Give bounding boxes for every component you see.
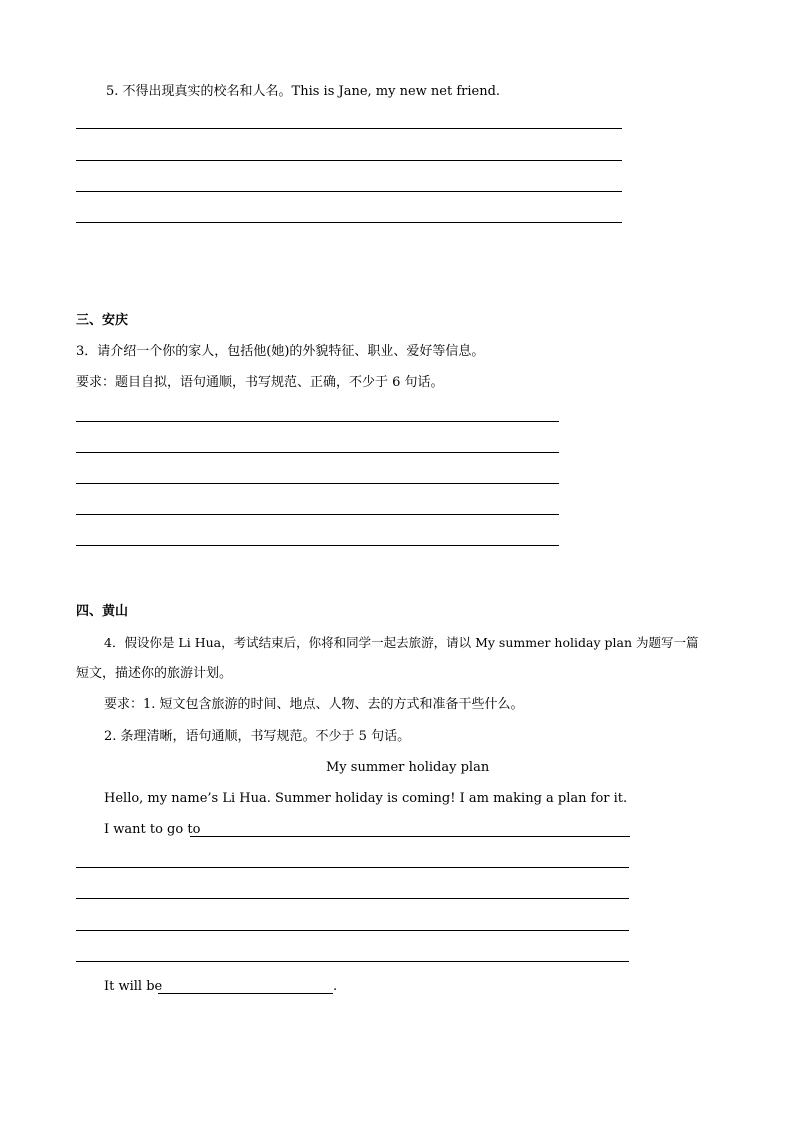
answer-line[interactable] bbox=[76, 483, 559, 484]
section4-requirement-2: 2. 条理清晰，语句通顺，书写规范。不少于 5 句话。 bbox=[104, 729, 411, 744]
section4-question-line2: 短文，描述你的旅游计划。 bbox=[76, 666, 233, 681]
answer-line[interactable] bbox=[76, 160, 622, 161]
answer-line[interactable] bbox=[76, 867, 629, 868]
section3-question: 3．请介绍一个你的家人，包括他(她)的外貌特征、职业、爱好等信息。 bbox=[76, 344, 485, 359]
section4-heading: 四、黄山 bbox=[76, 604, 129, 619]
answer-blank-it-will-be[interactable] bbox=[158, 993, 333, 994]
answer-line[interactable] bbox=[76, 452, 559, 453]
essay-title: My summer holiday plan bbox=[326, 760, 490, 775]
section3-requirement: 要求：题目自拟，语句通顺，书写规范、正确，不少于 6 句话。 bbox=[76, 375, 444, 390]
answer-line[interactable] bbox=[76, 421, 559, 422]
answer-line[interactable] bbox=[76, 128, 622, 129]
answer-line[interactable] bbox=[76, 191, 622, 192]
answer-line[interactable] bbox=[76, 222, 622, 223]
prompt-it-will-be bbox=[104, 979, 162, 995]
answer-line[interactable] bbox=[76, 930, 629, 931]
answer-line[interactable] bbox=[76, 514, 559, 515]
prompt-end-punctuation: . bbox=[333, 979, 338, 994]
essay-opening: Hello, my name’s Li Hua. Summer holiday is coming! I am making a plan for it. bbox=[104, 791, 628, 806]
section3-heading: 三、安庆 bbox=[76, 313, 129, 328]
answer-line[interactable] bbox=[76, 898, 629, 899]
answer-line[interactable] bbox=[76, 545, 559, 546]
part5-instruction: 5. 不得出现真实的校名和人名。This is Jane, my new net friend. bbox=[106, 84, 501, 99]
section4-requirement-1: 要求：1. 短文包含旅游的时间、地点、人物、去的方式和准备干些什么。 bbox=[104, 697, 524, 712]
prompt-go-to bbox=[104, 822, 200, 838]
section4-question-line1: 4．假设你是 Li Hua，考试结束后，你将和同学一起去旅游，请以 My summer holiday plan 为题写一篇 bbox=[104, 635, 699, 650]
prompt-go-to-label: I want to go to bbox=[104, 822, 201, 837]
answer-blank-go-to[interactable] bbox=[190, 836, 630, 837]
prompt-it-will-be-label: It will be bbox=[104, 979, 163, 994]
answer-line[interactable] bbox=[76, 961, 629, 962]
